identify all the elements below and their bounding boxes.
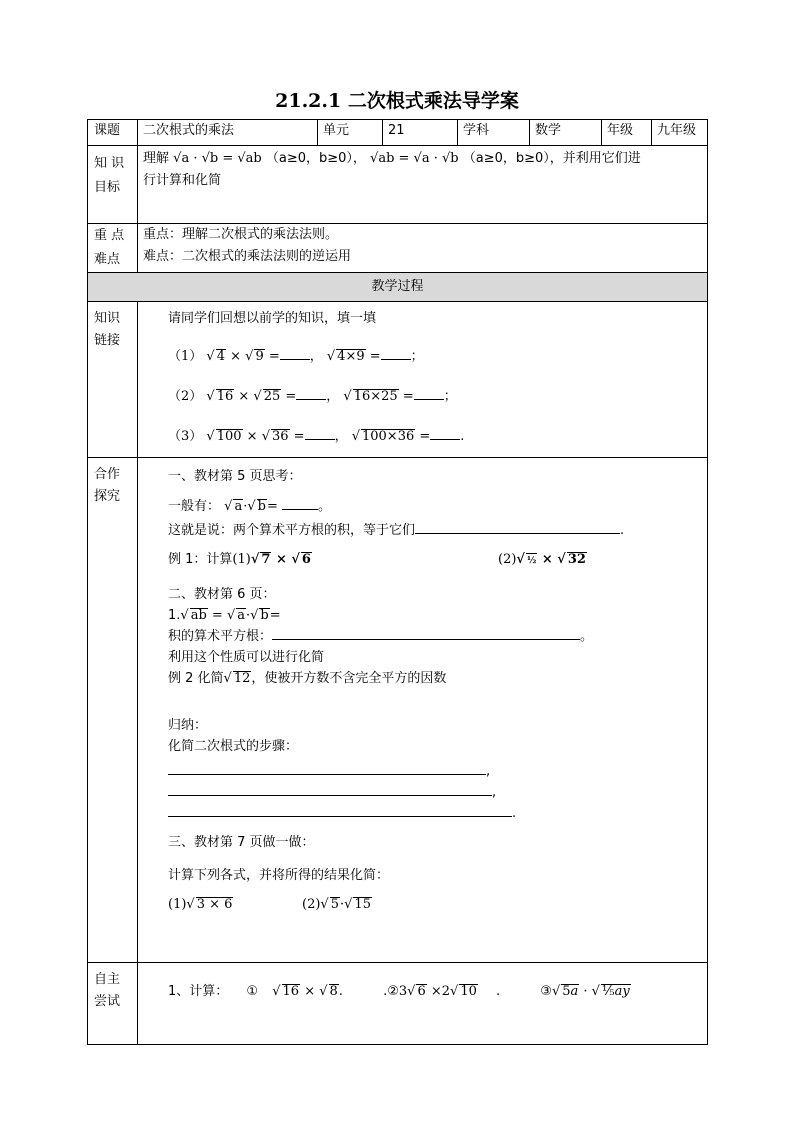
calc-q2 <box>302 894 372 915</box>
explore-content <box>138 458 708 963</box>
review-blank[interactable] <box>381 359 411 360</box>
explore-sec3: 三、教材第 7 页做一做： <box>168 835 315 850</box>
review-item-product: ， √ 4×9 = <box>309 349 381 364</box>
difficulty-point: 难点：二次根式的乘法法则的逆运用 <box>143 249 352 264</box>
selftry-c2: ② <box>387 984 399 999</box>
steps-label: 化简二次根式的步骤： <box>168 739 299 754</box>
goals-label <box>88 146 138 224</box>
explore-sec1: 一、教材第 5 页思考： <box>168 469 302 484</box>
step-line-3[interactable]: . <box>168 803 702 824</box>
review-item <box>168 426 702 448</box>
grade-label: 年级 <box>602 120 652 146</box>
example1-part2-num: (2) <box>498 552 517 567</box>
calc-text: 计算下列各式，并将所得的结果化简： <box>168 868 390 883</box>
example1-row <box>168 549 702 570</box>
review-item-num: （1） <box>168 349 203 364</box>
review-item-num: （3） <box>168 429 203 444</box>
selftry-c2-end: . <box>496 984 501 999</box>
selftry-label: 自主尝试 <box>88 963 138 1045</box>
saying-end: . <box>620 523 625 538</box>
goals-cond2: （a≥0，b≥0），并利用它们进 <box>462 151 641 166</box>
prod-sqrt-blank[interactable] <box>272 639 580 640</box>
goals-formula1: √a · √b = √ab <box>173 151 262 166</box>
review-label: 知识链接 <box>88 302 138 458</box>
review-item-product: ， √ 16×25 = <box>326 389 414 404</box>
unit-value: 21 <box>383 120 458 146</box>
general-blank[interactable] <box>282 509 318 510</box>
review-item-expr: √ 4 × √ 9 = <box>202 349 280 364</box>
review-item-product: ， √ 100×36 = <box>334 429 431 444</box>
review-item <box>168 386 702 408</box>
goals-cond1: （a≥0，b≥0）， <box>265 151 366 166</box>
review-blank[interactable] <box>296 399 326 400</box>
lesson-label: 课题 <box>88 120 138 146</box>
example1-label: 例 1：计算 <box>168 552 233 567</box>
saying-blank[interactable] <box>415 533 620 534</box>
prod-sqrt-row <box>168 626 702 647</box>
example1-part1-num: (1) <box>232 552 251 567</box>
step-line-1[interactable]: , <box>168 761 702 782</box>
item1-formula: √ ab = √ a·√ b= <box>180 608 281 623</box>
selftry-c2-expr: 3√ 6 ×2√ 10 <box>398 984 477 999</box>
lesson-table <box>87 119 708 1045</box>
prod-sqrt-end: 。 <box>580 629 594 644</box>
general-formula: √ a·√ b= <box>224 499 278 514</box>
selftry-c3: ③ <box>540 984 552 999</box>
explore-label: 合作探究 <box>88 458 138 963</box>
general-label: 一般有： <box>168 499 221 514</box>
review-end: . <box>460 429 465 444</box>
review-items <box>168 346 702 448</box>
use-text: 利用这个性质可以进行化简 <box>168 650 325 665</box>
step-line-2[interactable]: , <box>168 782 702 803</box>
review-blank[interactable] <box>280 359 310 360</box>
review-item <box>168 346 702 368</box>
summary-label: 归纳： <box>168 718 208 733</box>
review-intro: 请同学们回想以前学的知识，填一填 <box>168 311 377 326</box>
review-blank[interactable] <box>305 439 335 440</box>
calc-q2-num: (2) <box>302 897 321 912</box>
review-item-expr: √ 100 × √ 36 = <box>202 429 305 444</box>
review-item-expr: √ 16 × √ 25 = <box>202 389 297 404</box>
selftry-c2-prefix: . <box>383 984 388 999</box>
key-point: 重点：理解二次根式的乘法法则。 <box>143 227 339 242</box>
selftry-content <box>138 963 708 1045</box>
review-end: ； <box>410 349 424 364</box>
item1-row <box>168 605 702 626</box>
example1-part2 <box>498 549 587 570</box>
saying-text: 这就是说：两个算术平方根的积，等于它们 <box>168 523 416 538</box>
item1-num: 1. <box>168 608 181 623</box>
lesson-value: 二次根式的乘法 <box>138 120 318 146</box>
example2-row <box>168 668 702 689</box>
review-item-num: （2） <box>168 389 203 404</box>
selftry-c3-expr: √ 5a · √ ⅕ay <box>551 984 630 999</box>
keypoints-label <box>88 224 138 273</box>
grade-value: 九年级 <box>652 120 708 146</box>
goals-prefix: 理解 <box>143 151 170 166</box>
example1-part2-expr: √ ½ × √ 32 <box>516 552 586 567</box>
saying-row <box>168 520 702 541</box>
general-end: 。 <box>318 499 332 514</box>
review-blank[interactable] <box>414 399 444 400</box>
goals-line2: 行计算和化简 <box>143 173 222 188</box>
example2-expr: √ 12 <box>223 671 251 686</box>
general-row <box>168 496 702 517</box>
unit-label: 单元 <box>318 120 383 146</box>
goals-formula2: √ab = √a · √b <box>370 151 459 166</box>
selftry-text: 1、计算： <box>168 984 229 999</box>
goals-label-line2: 目标 <box>94 180 121 195</box>
page-title: 21.2.1 二次根式乘法导学案 <box>275 90 519 112</box>
example2-label: 例 2 化简 <box>168 671 224 686</box>
keypoints-label-line2: 难点 <box>94 252 121 267</box>
review-end: ； <box>443 389 457 404</box>
prod-sqrt-label: 积的算术平方根： <box>168 629 273 644</box>
subject-value: 数学 <box>530 120 602 146</box>
keypoints-label-line1: 重 点 <box>94 228 125 243</box>
calc-row <box>168 894 702 915</box>
review-blank[interactable] <box>430 439 460 440</box>
example2-text: ，使被开方数不含完全平方的因数 <box>251 671 447 686</box>
goals-label-line1: 知 识 <box>94 156 125 171</box>
selftry-c1: ① <box>246 984 259 999</box>
calc-q2-expr: √ 5·√ 15 <box>320 897 371 912</box>
selftry-c1-expr: √ 16 × √ 8. <box>272 984 343 999</box>
calc-q1-num: (1) <box>168 897 187 912</box>
goals-text <box>138 146 708 224</box>
keypoints-text <box>138 224 708 273</box>
example1-part1-expr: √ 7 × √ 6 <box>250 552 311 567</box>
review-content <box>138 302 708 458</box>
subject-label: 学科 <box>458 120 530 146</box>
process-header: 教学过程 <box>88 273 708 302</box>
explore-sec2: 二、教材第 6 页： <box>168 587 276 602</box>
calc-q1-expr: √ 3 × 6 <box>186 897 233 912</box>
